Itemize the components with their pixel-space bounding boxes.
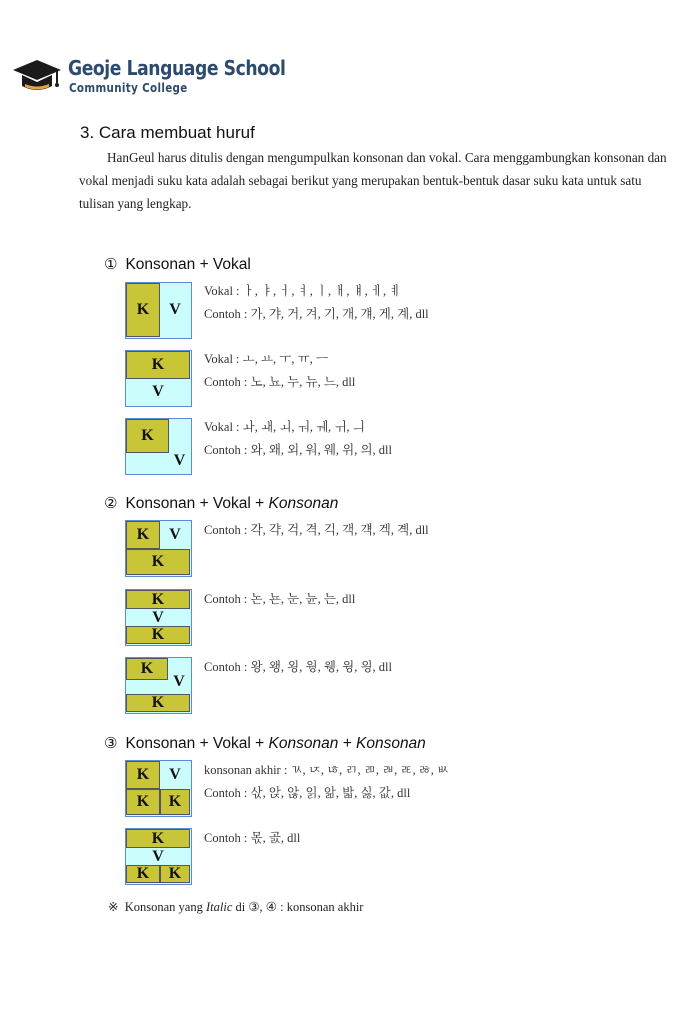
intro-paragraph: HanGeul harus ditulis dengan mengumpulkan konsonan dan vokal. Cara menggambungkan konsonan dan vokal menjadi suku kata adalah sebagai berikut yang merupakan bentuk-bentuk dasar suku kata untuk satu tulisan yang lengkap. <box>79 150 667 211</box>
desc-line: Contoh : 와, 왜, 외, 워, 웨, 위, 의, dll <box>204 443 393 457</box>
group-1-item-1-desc <box>204 280 429 326</box>
note-text-before: Konsonan yang <box>124 900 206 914</box>
group-1-item-3-desc <box>204 416 392 462</box>
group-3-title-text: Konsonan + Vokal + <box>125 735 269 752</box>
cell-konsonan-akhir-2: K <box>160 865 190 883</box>
cell-konsonan-akhir-1: K <box>126 789 160 815</box>
desc-line: Contoh : 삯, 앉, 않, 읽, 앎, 밟, 싫, 값, dll <box>204 786 411 800</box>
cell-vokal: V <box>160 283 190 337</box>
graduation-cap-logo-icon <box>12 58 62 98</box>
desc-line: Contoh : 가, 갸, 거, 겨, 기, 개, 걔, 게, 계, dll <box>204 307 429 321</box>
cell-konsonan: K <box>126 351 190 379</box>
cell-konsonan-akhir: K <box>126 549 190 575</box>
desc-line: Contoh : 몫, 곬, dll <box>204 831 301 845</box>
cell-vokal: V <box>173 452 186 469</box>
group-2-title-italic: Konsonan <box>268 495 339 512</box>
note-symbol: ※ <box>108 900 119 914</box>
desc-line: konsonan akhir : ㄳ, ㄵ, ㄶ, ㄺ, ㄻ, ㄼ, ㄾ, ㅀ, ㅄ <box>204 763 450 777</box>
group-2-title <box>104 494 338 513</box>
cell-vokal: V <box>160 761 190 789</box>
section-title: 3. Cara membuat huruf <box>80 123 255 142</box>
group-1-title <box>104 255 251 274</box>
cell-konsonan: K <box>126 658 168 680</box>
cell-vokal: V <box>126 848 190 865</box>
group-1-item-2-desc <box>204 348 355 394</box>
cell-konsonan: K <box>126 761 160 789</box>
diagram-k-v-k-stacked <box>125 589 192 646</box>
group-3-title <box>104 734 426 753</box>
cell-konsonan-akhir: K <box>126 626 190 644</box>
cell-vokal: V <box>126 609 190 626</box>
cell-konsonan: K <box>126 283 160 337</box>
group-3-number: ③ <box>104 734 118 752</box>
footnote <box>108 899 363 915</box>
school-subtitle: Community College <box>69 81 188 95</box>
desc-line: Vokal : ㅘ, ㅙ, ㅚ, ㅝ, ㅞ, ㅟ, ㅢ <box>204 420 365 434</box>
diagram-k-v-kk-stacked <box>125 828 192 885</box>
cell-vokal: V <box>126 379 190 405</box>
diagram-k-corner-v <box>125 418 192 475</box>
diagram-kv-over-kk <box>125 760 192 817</box>
group-1-number: ① <box>104 255 118 273</box>
desc-line: Contoh : 왕, 왱, 욍, 웡, 웽, 윙, 읭, dll <box>204 660 393 674</box>
school-name: Geoje Language School <box>68 56 286 80</box>
group-2-item-1-desc <box>204 519 429 542</box>
cell-konsonan-akhir-2: K <box>160 789 190 815</box>
group-1-title-text: Konsonan + Vokal <box>125 256 251 273</box>
note-text-after: di ③, ④ : konsonan akhir <box>232 900 364 914</box>
cell-konsonan-akhir-1: K <box>126 865 160 883</box>
desc-line: Vokal : ㅏ, ㅑ, ㅓ, ㅕ, ㅣ, ㅐ, ㅒ, ㅔ, ㅖ <box>204 284 402 298</box>
diagram-k-corner-v-k <box>125 657 192 714</box>
cell-konsonan: K <box>126 521 160 549</box>
group-3-title-italic: Konsonan + Konsonan <box>268 735 426 752</box>
group-2-number: ② <box>104 494 118 512</box>
cell-konsonan: K <box>126 829 190 848</box>
diagram-kv-over-k <box>125 520 192 577</box>
group-2-title-text: Konsonan + Vokal + <box>125 495 269 512</box>
cell-konsonan: K <box>126 590 190 609</box>
cell-konsonan: K <box>126 419 169 453</box>
note-italic: Italic <box>205 900 233 914</box>
cell-vokal: V <box>173 673 185 690</box>
desc-line: Contoh : 각, 갹, 걱, 격, 긱, 객, 걕, 겍, 곅, dll <box>204 523 429 537</box>
group-3-item-2-desc <box>204 827 300 850</box>
group-2-item-2-desc <box>204 588 355 611</box>
diagram-k-over-v <box>125 350 192 407</box>
desc-line: Contoh : 노, 뇨, 누, 뉴, 느, dll <box>204 375 356 389</box>
cell-vokal: V <box>160 521 190 549</box>
desc-line: Contoh : 논, 뇬, 눈, 뉸, 는, dll <box>204 592 356 606</box>
cell-konsonan-akhir: K <box>126 694 190 712</box>
group-2-item-3-desc <box>204 656 392 679</box>
desc-line: Vokal : ㅗ, ㅛ, ㅜ, ㅠ, ㅡ <box>204 352 329 366</box>
group-3-item-1-desc <box>204 759 449 805</box>
diagram-k-v-horizontal <box>125 282 192 339</box>
